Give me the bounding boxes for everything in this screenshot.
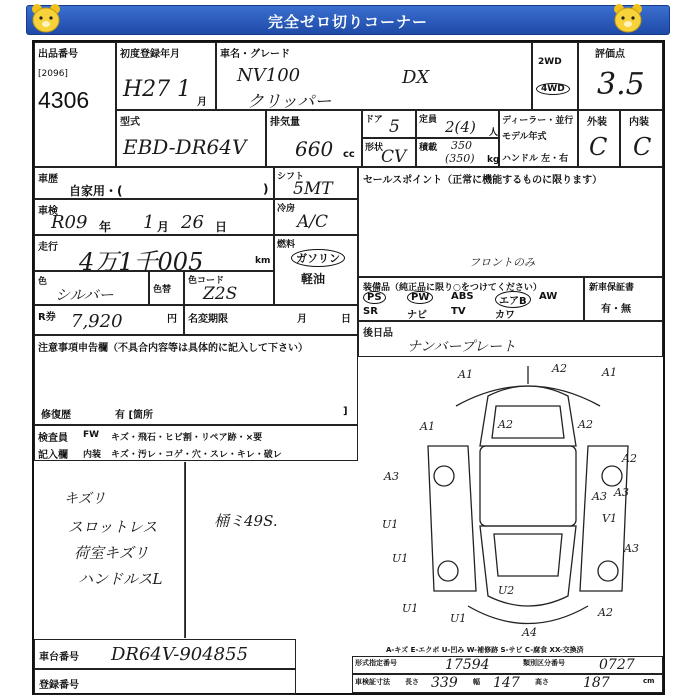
interior-items: キズ・汚レ・コゲ・穴・スレ・キレ・破レ — [111, 450, 282, 460]
fw-label: FW — [83, 430, 100, 440]
name-label: 車名・グレード — [220, 49, 290, 60]
register-label: 登録番号 — [39, 680, 79, 691]
inspect-month: 1 — [143, 212, 155, 233]
handle-label: ハンドル 左・右 — [502, 154, 569, 164]
model-value: EBD-DR64V — [123, 135, 247, 159]
height-value: 187 — [583, 675, 610, 691]
damage-mark: U2 — [498, 584, 515, 597]
damage-mark: A3 — [614, 486, 629, 499]
aftermarket-value: ナンバープレート — [407, 339, 517, 355]
day-unit: 日 — [215, 220, 228, 234]
ac-value: A/C — [297, 212, 329, 232]
sales-point-box — [358, 167, 663, 277]
shift-box — [274, 167, 358, 199]
damage-mark: A2 — [552, 362, 567, 375]
load-value-1: 350 — [451, 139, 472, 152]
color-value: シルバー — [55, 286, 114, 304]
len-label: 長さ — [405, 678, 419, 686]
equipment-item: PS — [363, 291, 386, 304]
remark-1: キズリ — [64, 491, 106, 507]
load-unit: kg — [487, 155, 500, 165]
car-damage-diagram — [398, 366, 662, 636]
color-label: 色 — [38, 277, 48, 287]
remark-divider — [184, 462, 186, 638]
fuel-gasoline: ガソリン — [291, 249, 345, 267]
name-change-box — [184, 305, 358, 335]
interior-check-label: 内装 — [83, 450, 102, 460]
len-value: 339 — [431, 675, 458, 691]
equipment-item: TV — [451, 306, 466, 317]
ext-label: 外装 — [587, 117, 607, 128]
damage-mark: U1 — [382, 518, 399, 531]
shape-box — [362, 138, 416, 167]
inspection-box — [34, 199, 274, 235]
fuel-label: 燃料 — [277, 240, 296, 250]
drive-box — [532, 42, 578, 110]
damage-mark: A4 — [522, 626, 537, 639]
size-label: 車検証寸法 — [355, 678, 390, 686]
notes-label: 注意事項申告欄（不具合内容等は具体的に記入して下さい） — [38, 343, 308, 354]
class-value: 0727 — [599, 657, 635, 673]
damage-mark: A1 — [458, 368, 473, 381]
notes-box — [34, 335, 358, 425]
class-label: 類別区分番号 — [523, 659, 565, 667]
record-label: 記入欄 — [38, 450, 68, 461]
paint-label: 色替 — [153, 285, 172, 295]
inspect-day: 26 — [181, 212, 204, 233]
year-unit: 年 — [99, 220, 112, 234]
car-name-box — [216, 42, 532, 110]
shape-label: 形状 — [365, 143, 384, 153]
register-box — [34, 669, 296, 695]
name-change-day: 日 — [341, 314, 351, 325]
warranty-label: 新車保証書 — [589, 283, 635, 293]
door-box — [362, 110, 416, 138]
bear-mascot-left-icon — [28, 2, 64, 34]
title-banner — [26, 5, 670, 35]
history-close: ) — [263, 182, 269, 196]
int-label: 内装 — [629, 117, 649, 128]
mileage-box — [34, 235, 274, 276]
damage-mark: A3 — [384, 470, 399, 483]
repair-value: 有 [箇所 — [115, 410, 154, 421]
reg-month: 1 — [177, 77, 191, 102]
reg-year: H27 — [123, 77, 171, 102]
yen-unit: 円 — [167, 314, 177, 325]
damage-mark: A3 — [592, 490, 607, 503]
equipment-item: ナビ — [407, 310, 427, 321]
load-box — [416, 138, 499, 167]
cm-unit: cm — [643, 677, 655, 685]
warranty-box — [584, 277, 663, 321]
fuel-box — [274, 235, 358, 305]
equipment-item: ABS — [451, 291, 474, 302]
recycle-label: R券 — [38, 312, 56, 323]
width-label: 幅 — [473, 678, 480, 686]
door-value: 5 — [389, 117, 400, 137]
damage-mark: U1 — [392, 552, 409, 565]
recycle-box — [34, 305, 184, 335]
inspect-label: 車検 — [38, 206, 58, 217]
cap-unit: 人 — [489, 128, 499, 138]
equipment-box — [358, 277, 584, 321]
remark-3: 荷室キズリ — [74, 544, 149, 562]
mileage-value: 4万1千005 — [79, 248, 204, 276]
rating-box — [578, 42, 663, 110]
repair-close: ] — [343, 406, 348, 417]
chassis-label: 車台番号 — [39, 652, 79, 663]
history-box — [34, 167, 274, 199]
ac-box — [274, 199, 358, 235]
int-grade: C — [633, 133, 652, 161]
remark-4: ハンドルスL — [78, 570, 163, 588]
lot-label: 出品番号 — [38, 49, 78, 60]
load-label: 積載 — [419, 143, 438, 153]
damage-mark: A2 — [578, 418, 593, 431]
drive-4wd: 4WD — [536, 83, 570, 95]
month-unit: 月 — [197, 97, 207, 108]
door-label: ドア — [365, 115, 383, 125]
equip-label: 装備品（純正品に限り○をつけてください） — [363, 283, 542, 293]
equipment-item: エアB — [495, 291, 531, 308]
lot-sub: [2096] — [38, 69, 68, 79]
chassis-value: DR64V-904855 — [111, 644, 249, 665]
history-value: 自家用・( — [69, 184, 123, 198]
cap-label: 定員 — [419, 115, 438, 125]
displacement-box — [266, 110, 362, 167]
repair-label: 修復歴 — [41, 410, 71, 421]
aftermarket-label: 後日品 — [363, 328, 393, 339]
height-label: 高さ — [535, 678, 549, 686]
history-label: 車歴 — [38, 174, 58, 185]
load-value-2: (350) — [445, 152, 475, 165]
disp-unit: cc — [343, 149, 355, 160]
rating-label: 評価点 — [595, 49, 625, 60]
disp-label: 排気量 — [270, 117, 300, 128]
damage-mark: A1 — [420, 420, 435, 433]
capacity-value: 2(4) — [445, 118, 476, 136]
aftermarket-box — [358, 321, 663, 357]
color-code-box — [184, 271, 274, 305]
equipment-item: PW — [407, 291, 433, 304]
damage-mark: A1 — [602, 366, 617, 379]
exterior-grade-box — [578, 110, 620, 167]
equipment-item: AW — [539, 291, 558, 302]
km-unit: km — [255, 256, 271, 266]
bear-mascot-right-icon — [610, 2, 646, 34]
recycle-value: 7,920 — [71, 311, 123, 332]
color-box — [34, 271, 149, 305]
mileage-label: 走行 — [38, 242, 58, 253]
damage-mark: A3 — [624, 542, 639, 555]
damage-mark: A2 — [598, 606, 613, 619]
rating-value: 3.5 — [597, 67, 645, 102]
dealer-box — [499, 110, 578, 167]
month-unit-2: 月 — [157, 220, 170, 234]
banner-title: 完全ゼロ切りコーナー — [267, 13, 428, 31]
check-box — [34, 425, 358, 461]
registration-box — [116, 42, 216, 110]
lot-box — [34, 42, 116, 167]
fuel-diesel: 軽油 — [301, 272, 326, 286]
interior-grade-box — [620, 110, 663, 167]
damage-mark: U1 — [402, 602, 419, 615]
remark-2: スロットレス — [68, 518, 158, 536]
damage-mark: V1 — [602, 512, 617, 525]
shift-label: シフト — [277, 172, 305, 182]
inspector-label: 検査員 — [38, 433, 68, 444]
damage-mark: U1 — [450, 612, 467, 625]
damage-mark: A2 — [622, 452, 637, 465]
model-label: 型式 — [120, 117, 140, 128]
paint-box — [149, 271, 184, 305]
warranty-value: 有・無 — [601, 304, 631, 315]
equipment-item: SR — [363, 306, 378, 317]
width-value: 147 — [493, 675, 520, 691]
car-name: NV100 — [237, 65, 301, 86]
chassis-box — [34, 639, 296, 669]
drive-2wd: 2WD — [538, 57, 562, 67]
code-value: Z2S — [203, 284, 238, 304]
dealer-label: ディーラー・並行 — [502, 116, 574, 126]
shift-value: 5MT — [293, 179, 333, 199]
capacity-box — [416, 110, 499, 138]
damage-mark: A2 — [498, 418, 513, 431]
ac-label: 冷房 — [277, 204, 296, 214]
reg-label: 初度登録年月 — [120, 49, 180, 60]
shape-value: CV — [381, 147, 407, 167]
damage-legend: A-キズ E-エクボ U-凹み W-補修跡 S-サビ C-腐食 XX-交換済 — [386, 646, 584, 654]
cert-row — [352, 656, 663, 674]
ext-grade: C — [589, 133, 608, 161]
code-label: 色コード — [188, 276, 225, 286]
model-box — [116, 110, 266, 167]
fw-items: キズ・飛石・ヒビ割・リペア跡・×要 — [111, 433, 263, 443]
remark-side: 桶ミ49S. — [214, 512, 278, 530]
grade: DX — [402, 67, 430, 88]
size-row — [352, 674, 663, 693]
inspect-year: R09 — [51, 212, 88, 233]
sales-label: セールスポイント（正常に機能するものに限ります） — [363, 175, 603, 186]
disp-value: 660 — [295, 137, 334, 161]
front-note: フロントのみ — [469, 256, 535, 269]
name-change-label: 名変期限 — [188, 314, 228, 325]
cert-value: 17594 — [445, 657, 490, 673]
auction-sheet — [32, 40, 665, 695]
name-change-month: 月 — [297, 314, 307, 325]
model-year-label: モデル年式 — [502, 132, 547, 142]
cert-label: 形式指定番号 — [355, 659, 397, 667]
equipment-item: カワ — [495, 310, 515, 321]
car-sub: クリッパー — [247, 92, 332, 112]
lot-number: 4306 — [38, 87, 90, 113]
